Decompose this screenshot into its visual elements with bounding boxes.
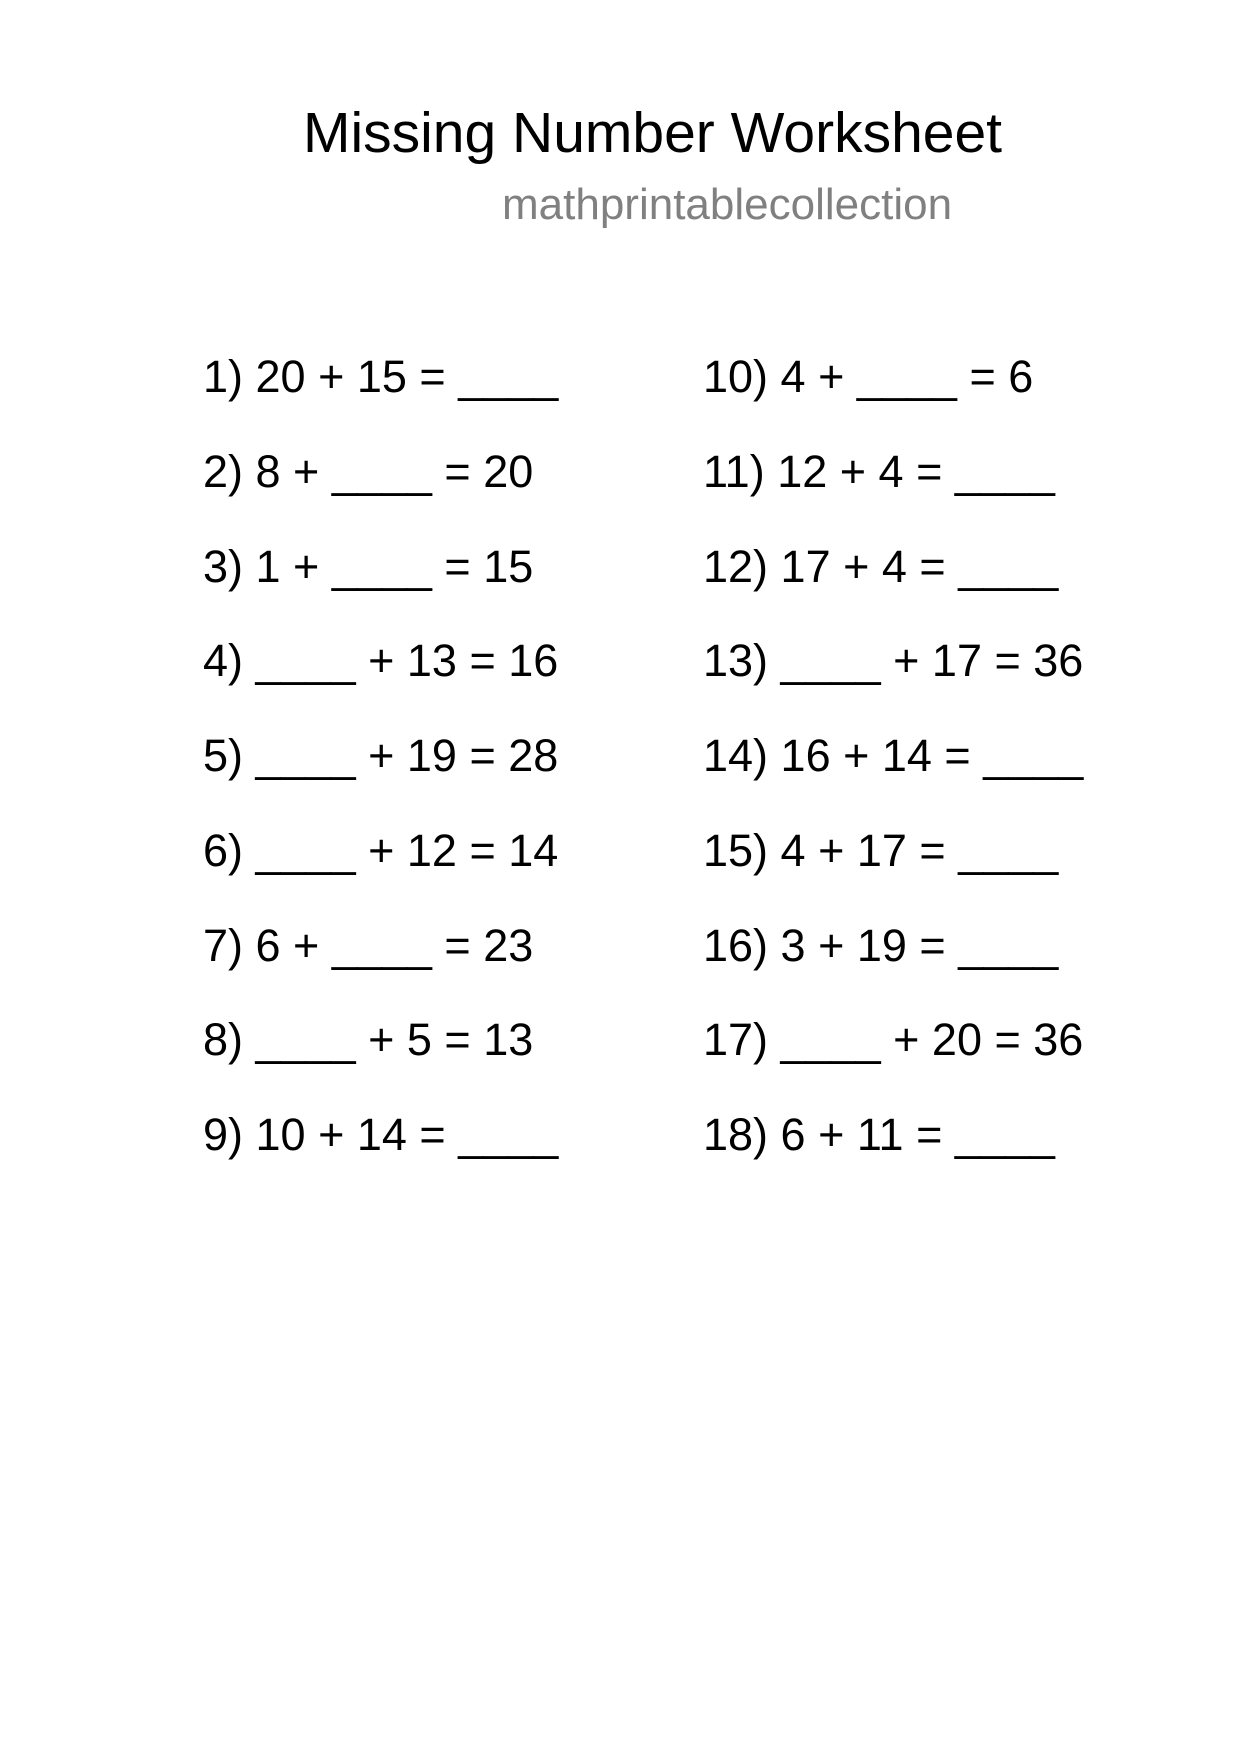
problem-1: 1) 20 + 15 = ____ (203, 351, 559, 402)
problem-14: 14) 16 + 14 = ____ (703, 730, 1084, 781)
problem-6: 6) ____ + 12 = 14 (203, 825, 559, 876)
worksheet-subtitle: mathprintablecollection (502, 180, 953, 229)
problem-10: 10) 4 + ____ = 6 (703, 351, 1034, 402)
problem-2: 2) 8 + ____ = 20 (203, 446, 534, 497)
problem-17: 17) ____ + 20 = 36 (703, 1014, 1084, 1065)
problem-15: 15) 4 + 17 = ____ (703, 825, 1059, 876)
problem-13: 13) ____ + 17 = 36 (703, 635, 1084, 686)
problem-12: 12) 17 + 4 = ____ (703, 541, 1059, 592)
problem-8: 8) ____ + 5 = 13 (203, 1014, 534, 1065)
problem-9: 9) 10 + 14 = ____ (203, 1109, 559, 1160)
problem-4: 4) ____ + 13 = 16 (203, 635, 559, 686)
problem-5: 5) ____ + 19 = 28 (203, 730, 559, 781)
problem-11: 11) 12 + 4 = ____ (703, 446, 1055, 497)
problem-7: 7) 6 + ____ = 23 (203, 920, 534, 971)
problem-16: 16) 3 + 19 = ____ (703, 920, 1059, 971)
worksheet-title: Missing Number Worksheet (303, 101, 1003, 165)
problem-18: 18) 6 + 11 = ____ (703, 1109, 1055, 1160)
problem-3: 3) 1 + ____ = 15 (203, 541, 534, 592)
